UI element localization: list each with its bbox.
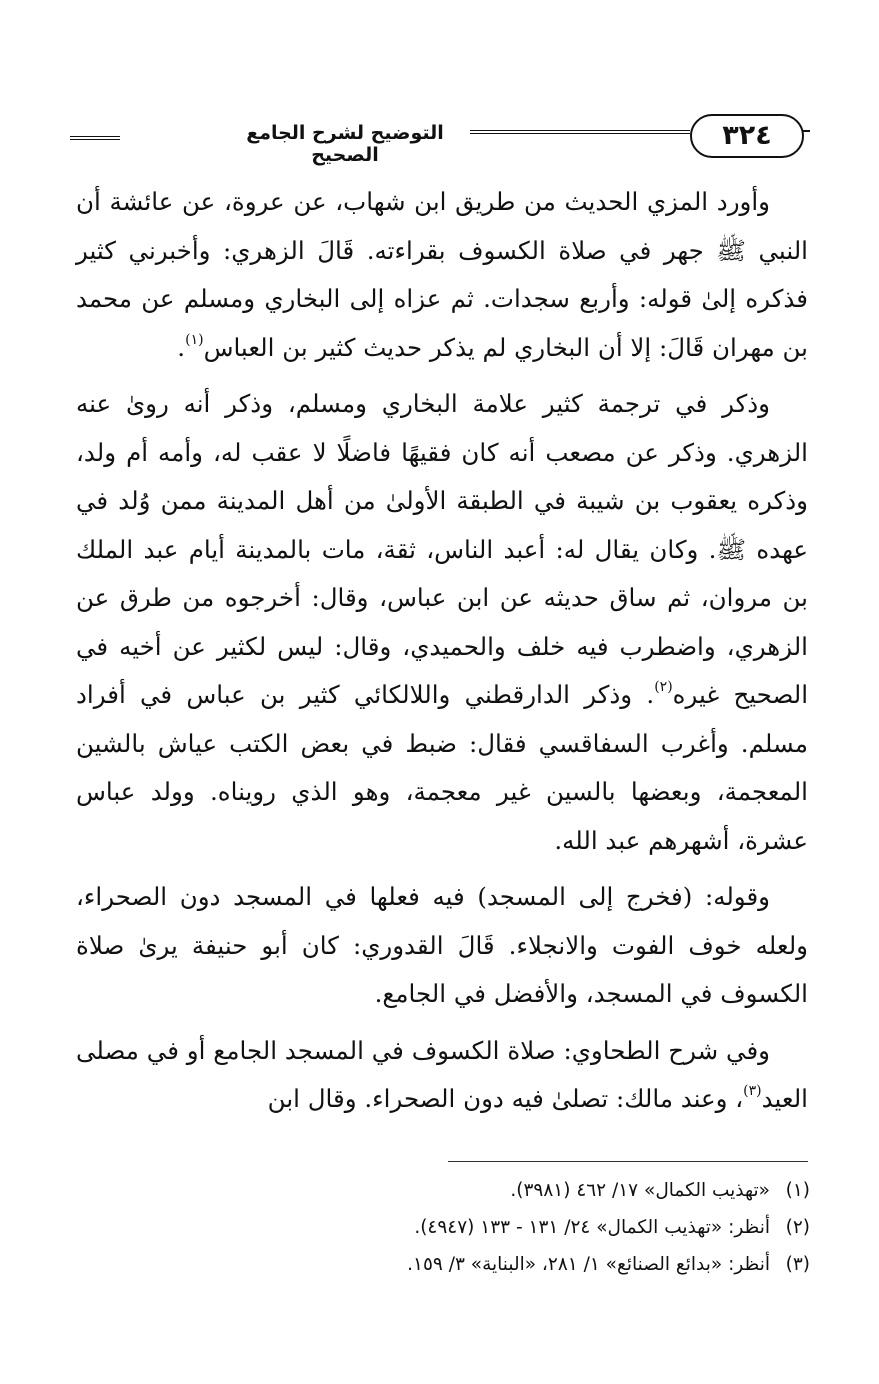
header-rule-left [70,136,120,140]
footnote-text: أنظر: «بدائع الصنائع» ١/ ٢٨١، «البناية» ٣/ ١٥٩. [407,1254,770,1275]
footnote-divider [448,1161,808,1162]
paragraph: وأورد المزي الحديث من طريق ابن شهاب، عن عروة، عن عائشة أن النبي ﷺ جهر في صلاة الكسوف بقراءته. قَالَ الزهري: وأخبرني كثير فذكره إلىٰ قوله: وأربع سجدات. ثم عزاه إلى البخاري ومسلم عن محمد بن مهران قَالَ: إلا أن البخاري لم يذكر حديث كثير بن العباس$^{(١)}$. [76,187,808,362]
running-title: التوضيح لشرح الجامع الصحيح [220,122,470,166]
paragraph: وذكر في ترجمة كثير علامة البخاري ومسلم، وذكر أنه روىٰ عنه الزهري. وذكر عن مصعب أنه كان فقيهًا فاضلًا لا عقب له، وأمه أم ولد، وذكره يعقوب بن شيبة في الطبقة الأولىٰ من أهل المدينة ممن وُلد في عهده ﷺ. وكان يقال له: أعبد الناس، ثقة، مات بالمدينة أيام عبد الملك بن مروان، ثم ساق حديثه عن ابن عباس، وقال: أخرجوه من طرق عن الزهري، واضطرب فيه خلف والحميدي، وقال: ليس لكثير عن أخيه في الصحيح غيره$^{(٢)}$. وذكر الدارقطني واللالكائي كثير بن عباس في أفراد مسلم. وأغرب السفاقسي فقال: ضبط في بعض الكتب عياش بالشين المعجمة، وبعضها بالسين غير معجمة، وهو الذي رويناه. وولد عباس عشرة، أشهرهم عبد الله. [76,389,808,855]
page-number: ٣٢٤ [690,114,804,158]
footnote [76,1246,810,1283]
footnote-text: أنظر: «تهذيب الكمال» ٢٤/ ١٣١ - ١٣٣ (٤٩٤٧). [414,1217,770,1238]
footnote [76,1172,810,1209]
paragraph: وفي شرح الطحاوي: صلاة الكسوف في المسجد الجامع أو في مصلى العيد$^{(٣)}$، وعند مالك: تصلىٰ فيه دون الصحراء. وقال ابن [76,1035,808,1113]
paragraph: وقوله: (فخرج إلى المسجد) فيه فعلها في المسجد دون الصحراء، ولعله خوف الفوت والانجلاء. قَالَ القدوري: كان أبو حنيفة يرىٰ صلاة الكسوف في المسجد، والأفضل في الجامع. [76,882,808,1008]
footnote-text: «تهذيب الكمال» ١٧/ ٤٦٢ (٣٩٨١). [510,1180,770,1201]
footnote-ref[interactable]: (٢) [654,679,673,695]
footnote-ref[interactable]: (٣) [743,1083,762,1099]
footnote [76,1209,810,1246]
footnote-number: (٢) [785,1217,810,1238]
footnote-number: (٣) [785,1254,810,1275]
footnote-number: (١) [785,1180,810,1201]
main-text [76,178,808,1132]
footnotes [76,1172,810,1283]
footnote-ref[interactable]: (١) [185,331,204,348]
page-header [70,112,810,166]
